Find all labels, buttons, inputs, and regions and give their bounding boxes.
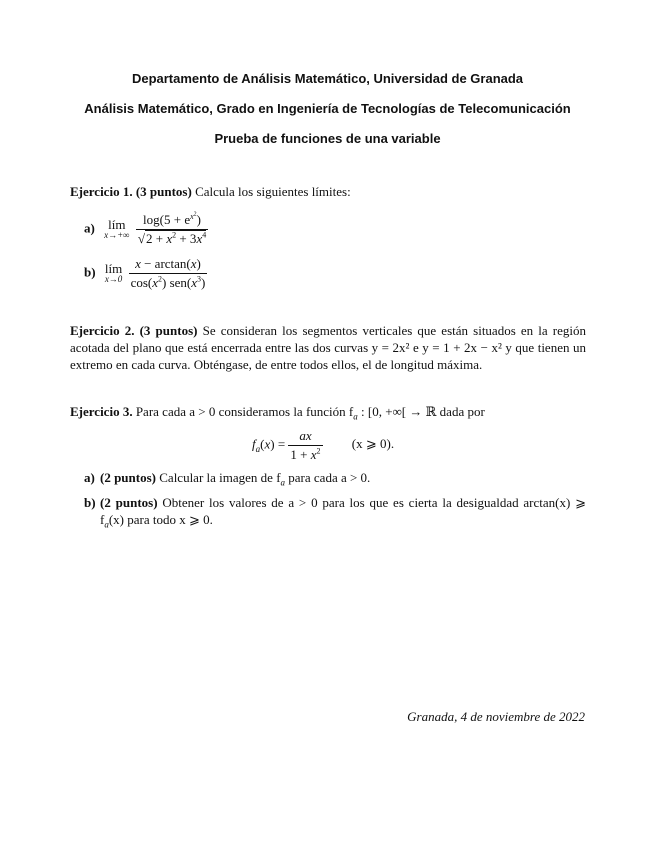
- limit-a-label: a): [84, 220, 95, 236]
- exercise-2-title: Ejercicio 2.: [70, 323, 135, 338]
- exercise-3-statement: Ejercicio 3. Para cada a > 0 consideramos la función $f_a$ : [0, +∞[ → ℝ dada por: [70, 404, 485, 422]
- exercise-3-function-definition: $f_a(x)$ = $\frac{ax}{1 + x^2}$ (x ⩾ 0).: [252, 428, 395, 462]
- exercise-3-title: Ejercicio 3.: [70, 404, 133, 419]
- limit-b-fraction: $\frac{x - \arctan(x)}{\cos(x^2) sen(x^3)}$: [130, 256, 206, 290]
- date-footer: Granada, 4 de noviembre de 2022: [407, 709, 585, 724]
- limit-a-fraction: $\frac{\log(5 + e^{x^2})}{√2 + x^2 + 3x^4}$: [137, 211, 207, 246]
- exercise-2-text: Se consideran los segmentos verticales que están situados en la región acotada del plano que está encerrada entre las dos curvas y = 2x² e y = 1 + 2x − x² y que tienen un extremo en cada curva. Obténgase, de entre todos ellos, el de longitud máxima.: [70, 323, 587, 372]
- limit-b-label: b): [84, 264, 96, 280]
- exercise-3-part-b: b) (2 puntos) Obtener los valores de a > 0 para los que es cierta la desigualdad arctan(x) ⩾ $f_a(x)$ para todo x ⩾ 0.: [84, 495, 586, 530]
- exercise-2-statement: [70, 322, 586, 373]
- exercise-1-statement: [70, 183, 586, 200]
- exercise-3-part-a: a) (2 puntos) Calcular la imagen de $f_a$ para cada a > 0.: [84, 470, 371, 488]
- exam-title: Prueba de funciones de una variable: [214, 131, 441, 146]
- exercise-1-points: (3 puntos): [135, 184, 192, 199]
- exercise-1-title: Ejercicio 1.: [70, 184, 133, 199]
- limit-a-operator: lím x→+∞: [104, 216, 130, 240]
- department-title: Departamento de Análisis Matemático, Universidad de Granada: [131, 71, 524, 86]
- exercise-1-limit-a: [84, 212, 208, 247]
- exercise-1-limit-b: [84, 256, 207, 291]
- limit-b-operator: lím x→0: [104, 260, 123, 284]
- function-domain-condition: (x ⩾ 0).: [351, 436, 395, 452]
- exercise-3-text-end: : [0, +∞[ → ℝ dada por: [357, 404, 485, 419]
- course-title: Análisis Matemático, Grado en Ingeniería de Tecnologías de Telecomunicación: [84, 101, 571, 116]
- exercise-2-points: (3 puntos): [139, 323, 198, 338]
- exercise-3-text: Para cada a > 0 consideramos la función f: [132, 404, 354, 419]
- exercise-1-text: Calcula los siguientes límites:: [191, 184, 351, 199]
